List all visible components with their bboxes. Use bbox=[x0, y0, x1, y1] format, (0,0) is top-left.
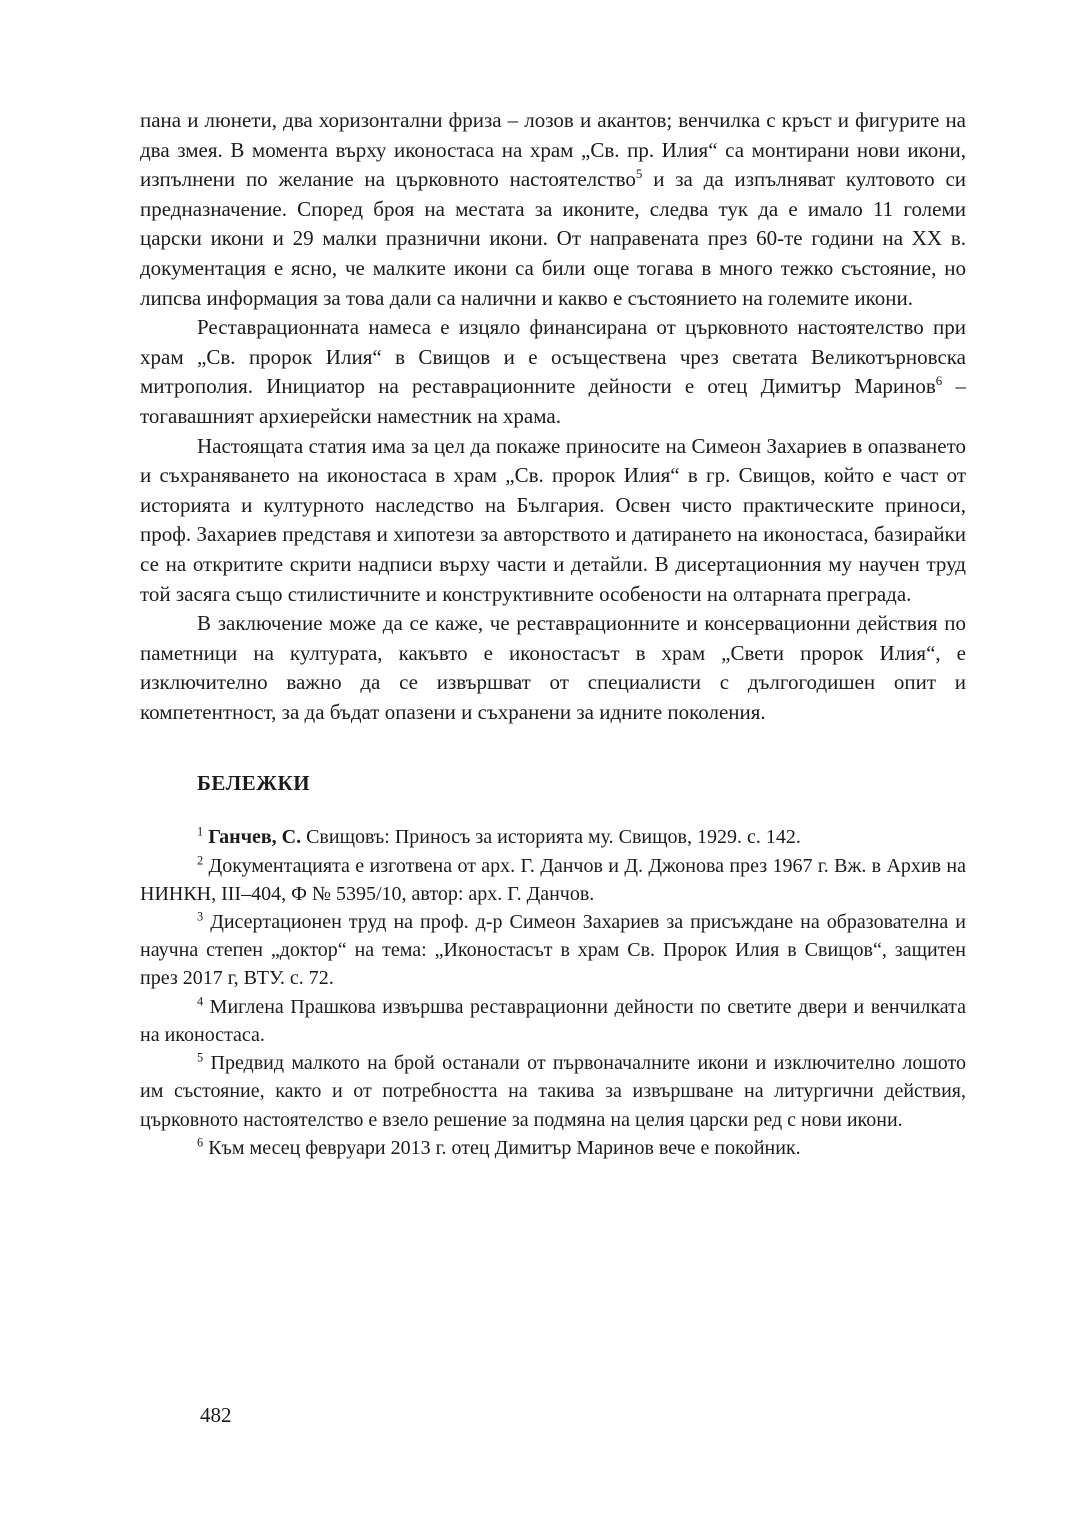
footnotes-section bbox=[140, 823, 966, 1161]
footnote-4 bbox=[140, 993, 966, 1049]
footnote-2 bbox=[140, 852, 966, 908]
footnote-text: Документацията е изготвена от арх. Г. Данчов и Д. Джонова през 1967 г. Вж. в Архив на НИНКН, III–404, Ф № 5395/10, автор: арх. Г. Данчов. bbox=[140, 854, 966, 905]
footnote-3 bbox=[140, 908, 966, 993]
footnote-marker: 3 bbox=[197, 909, 204, 924]
footnote-author: Ганчев, С. bbox=[203, 826, 302, 849]
footnote-marker: 4 bbox=[197, 994, 204, 1009]
footnote-marker: 5 bbox=[197, 1050, 204, 1065]
footnote-6 bbox=[140, 1134, 966, 1162]
text-run: – тогавашният архиерейски наместник на храма. bbox=[140, 374, 966, 428]
body-paragraph-3 bbox=[140, 432, 966, 610]
footnote-ref-5: 5 bbox=[635, 166, 643, 182]
footnote-marker: 1 bbox=[197, 824, 204, 839]
body-paragraph-1 bbox=[140, 106, 966, 313]
footnote-5 bbox=[140, 1049, 966, 1134]
notes-heading: БЕЛЕЖКИ bbox=[197, 771, 311, 796]
footnote-text: Миглена Прашкова извършва реставрационни дейности по светите двери и венчилката на иконостаса. bbox=[140, 995, 966, 1046]
footnote-marker: 6 bbox=[197, 1135, 204, 1150]
footnote-text: Към месец февруари 2013 г. отец Димитър Маринов вече е покойник. bbox=[203, 1136, 801, 1159]
footnote-1 bbox=[140, 823, 966, 851]
text-run: Настоящата статия има за цел да покаже приносите на Симеон Захариев в опазването и съхраняването на иконостаса в храм „Св. пророк Илия“ в гр. Свищов, който е част от историята и културното наследство на България. Освен чисто практическите приноси, проф. Захариев представя и хипотези за авторството и датирането на иконостаса, базирайки се на откритите скрити надписи върху части и детайли. В дисертационния му научен труд той засяга също стилистичните и конструктивните особености на олтарната преграда. bbox=[140, 433, 966, 606]
footnote-text: Предвид малкото на брой останали от първоначалните икони и изключително лошото им състояние, както и от потребността на такива за извършване на литургични действия, църковното настоятелство е взело решение за подмяна на целия царски ред с нови икони. bbox=[140, 1052, 966, 1131]
text-run: В заключение може да се каже, че реставрационните и консервационни действия по паметници на културата, какъвто е иконостасът в храм „Свети пророк Илия“, е изключително важно да се извършват от специалисти с дългогодишен опит и компетентност, за да бъдат опазени и съхранени за идните поколения. bbox=[140, 611, 966, 724]
footnote-marker: 2 bbox=[197, 853, 204, 868]
article-body bbox=[140, 106, 966, 727]
body-paragraph-4 bbox=[140, 609, 966, 727]
footnote-text: Дисертационен труд на проф. д-р Симеон Захариев за присъждане на образователна и научна степен „доктор“ на тема: „Иконостасът в храм Св. Пророк Илия в Свищов“, защитен през 2017 г, ВТУ. с. 72. bbox=[140, 911, 966, 990]
page-number: 482 bbox=[200, 1403, 232, 1427]
text-run: Реставрационната намеса е изцяло финансирана от църковното настоятелство при храм „Св. пророк Илия“ в Свищов и е осъществена чрез светата Великотърновска митрополия. Инициатор на реставрационните дейности е отец Димитър Маринов bbox=[140, 315, 966, 399]
footnote-ref-6: 6 bbox=[935, 373, 943, 389]
footnote-text: Свищовъ: Приносъ за историята му. Свищов, 1929. с. 142. bbox=[301, 826, 801, 849]
text-run: пана и люнети, два хоризонтални фриза – лозов и акантов; венчилка с кръст и фигурите на два змея. В момента върху иконостаса на храм „Св. пр. Илия“ са монтирани нови икони, изпълнени по желание на църковното настоятелство bbox=[140, 108, 966, 192]
body-paragraph-2 bbox=[140, 313, 966, 431]
text-run: и за да изпълняват култовото си предназначение. Според броя на местата за иконите, следва тук да е имало 11 големи царски икони и 29 малки празнични икони. От направената през 60-те години на ХХ в. документация е ясно, че малките икони са били още тогава в много тежко състояние, но липсва информация за това дали са налични и какво е състоянието на големите икони. bbox=[140, 167, 966, 310]
